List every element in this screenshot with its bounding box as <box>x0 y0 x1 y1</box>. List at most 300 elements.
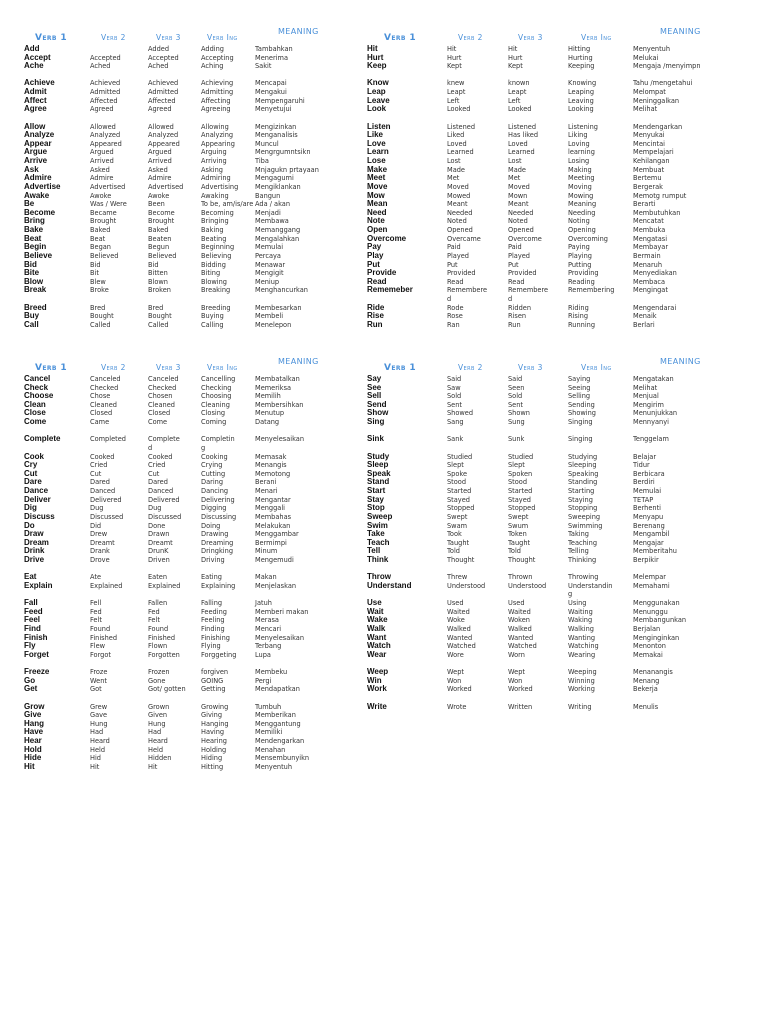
cell-verbing: Driving <box>201 556 225 565</box>
cell-verbing: To be, am/is/are <box>201 200 254 209</box>
cell-meaning: Berjalan <box>633 624 661 633</box>
cell-verbing: Breeding <box>201 303 231 312</box>
cell-meaning: Jatuh <box>255 599 272 608</box>
cell-verb3: Explained <box>148 581 181 590</box>
cell-verb1: Clean <box>24 399 46 409</box>
cell-verb2: Read <box>447 277 464 286</box>
cell-verb3: Studied <box>508 452 534 461</box>
cell-meaning: Belajar <box>633 452 657 461</box>
cell-verb1: Learn <box>367 147 389 157</box>
cell-verbing: Completin g <box>201 435 235 452</box>
cell-verb2: Needed <box>447 208 473 217</box>
cell-verb2: Appeared <box>90 139 122 148</box>
cell-verbing: Remembering <box>568 286 615 295</box>
cell-verb1: Complete <box>24 434 61 444</box>
cell-verb1: Cry <box>24 460 38 470</box>
cell-verb3: Fed <box>148 607 160 616</box>
cell-verb2: Beat <box>90 234 106 243</box>
cell-meaning: Menaruh <box>633 260 663 269</box>
cell-verb2: Wept <box>447 668 464 677</box>
header-verb1: Verb 1 <box>384 33 417 43</box>
cell-verb1: Provide <box>367 268 397 278</box>
cell-verb1: Open <box>367 225 388 235</box>
cell-verb3: Said <box>508 375 523 383</box>
cell-verb3: Appeared <box>148 139 180 148</box>
cell-verb1: Believe <box>24 250 53 260</box>
cell-verb2: Paid <box>447 243 461 252</box>
cell-verb1: Affect <box>24 95 47 105</box>
cell-verbing: Sleeping <box>568 461 597 470</box>
cell-meaning: Melukai <box>633 53 659 62</box>
cell-meaning: Menunjukkan <box>633 409 678 418</box>
cell-verb3: Dared <box>148 478 168 487</box>
cell-verb2: Accepted <box>90 53 121 62</box>
cell-verb2: Sang <box>447 418 464 427</box>
cell-verb2: Took <box>447 530 462 539</box>
cell-meaning: Menaik <box>633 312 657 321</box>
cell-verbing: Hanging <box>201 719 229 728</box>
cell-verbing: Bidding <box>201 260 226 269</box>
cell-verb3: Heard <box>148 737 168 746</box>
table-row <box>0 409 768 418</box>
table-row <box>0 599 768 608</box>
cell-verb2: Left <box>447 96 460 105</box>
cell-meaning: TETAP <box>633 495 654 504</box>
cell-verb1: Buy <box>24 311 40 321</box>
cell-verb2: Won <box>447 676 462 685</box>
cell-verbing: Cancelling <box>201 375 236 383</box>
cell-verb2: Awoke <box>90 191 112 200</box>
cell-meaning: Menyelesaikan <box>255 633 305 642</box>
cell-meaning: Memanggang <box>255 226 301 235</box>
cell-verb3: Hit <box>508 45 518 53</box>
cell-verb2: Sank <box>447 435 464 444</box>
cell-verb3: Put <box>508 260 519 269</box>
cell-verbing: Noting <box>568 217 590 226</box>
cell-meaning: Makan <box>255 573 277 582</box>
cell-verb2: Lost <box>447 157 461 166</box>
cell-verbing: Playing <box>568 251 592 260</box>
cell-verb1: Stay <box>367 494 384 504</box>
table-row <box>0 418 768 427</box>
cell-verb1: Cancel <box>24 374 51 383</box>
cell-verb2: Cooked <box>90 452 115 461</box>
cell-verb1: Feel <box>24 615 41 625</box>
cell-verb2: Stood <box>447 478 467 487</box>
cell-verb3: Done <box>148 521 166 530</box>
cell-verb1: Hide <box>24 753 42 763</box>
cell-verb2: Loved <box>447 139 467 148</box>
table-row <box>0 375 768 384</box>
cell-meaning: Memberitahu <box>633 547 677 556</box>
cell-meaning: Merasa <box>255 616 279 625</box>
cell-meaning: Memahami <box>633 581 670 590</box>
cell-meaning: Mengemudi <box>255 556 294 565</box>
cell-verb3: Lost <box>508 157 522 166</box>
cell-verb1: Look <box>367 104 387 114</box>
cell-verb2: Opened <box>447 226 473 235</box>
cell-meaning: Menjadi <box>255 208 281 217</box>
cell-verbing: Achieving <box>201 79 234 88</box>
cell-verb3: Frozen <box>148 668 170 677</box>
cell-verb1: Study <box>367 451 390 461</box>
cell-verb2: Dug <box>90 504 104 513</box>
cell-verb1: Rememeber <box>367 285 413 295</box>
header-verb1: Verb 1 <box>384 363 417 373</box>
cell-verb1: Weep <box>367 667 389 677</box>
cell-verbing: Forggeting <box>201 650 237 659</box>
cell-verb1: Eat <box>24 572 37 582</box>
cell-verb3: Worn <box>508 650 525 659</box>
cell-verb3: Dug <box>148 504 162 513</box>
cell-verb1: Speak <box>367 468 391 478</box>
cell-verbing: Cleaning <box>201 400 230 409</box>
cell-verb3: Won <box>508 676 523 685</box>
cell-meaning: Menanangis <box>633 668 673 677</box>
cell-meaning: Berani <box>255 478 277 487</box>
cell-verbing: Knowing <box>568 79 597 88</box>
cell-verb2: Drew <box>90 530 108 539</box>
cell-meaning: Mendengarkan <box>633 122 683 131</box>
cell-verb1: Swim <box>367 520 388 530</box>
cell-verb2: Checked <box>90 383 119 392</box>
cell-verb1: Leave <box>367 95 390 105</box>
cell-verb2: Played <box>447 251 469 260</box>
cell-verbing: Coming <box>201 418 227 427</box>
cell-meaning: Mendengarkan <box>255 737 305 746</box>
cell-verbing: Sending <box>568 400 595 409</box>
cell-verb3: Been <box>148 200 165 209</box>
cell-verb3: Danced <box>148 487 174 496</box>
cell-verbing: Doing <box>201 521 221 530</box>
cell-verb3: Come <box>148 418 168 427</box>
cell-verb3: Given <box>148 711 168 720</box>
cell-verb1: Tell <box>367 546 381 556</box>
cell-verbing: GOING <box>201 676 224 685</box>
cell-verbing: Speaking <box>568 469 599 478</box>
cell-verb1: Awake <box>24 190 50 200</box>
cell-meaning: Menghancurkan <box>255 286 308 295</box>
cell-meaning: Berbicara <box>633 469 665 478</box>
cell-meaning: Menyetujui <box>255 105 292 114</box>
cell-verb1: Throw <box>367 572 391 582</box>
cell-verb2: Saw <box>447 383 461 392</box>
cell-meaning: Menawar <box>255 260 286 269</box>
cell-verb1: Check <box>24 382 49 392</box>
cell-verb1: Get <box>24 684 38 694</box>
cell-verb3: Swept <box>508 512 529 521</box>
cell-meaning: Berdiri <box>633 478 655 487</box>
cell-verb2: Hid <box>90 754 101 763</box>
cell-verbing: Feeling <box>201 616 225 625</box>
cell-verb3: Moved <box>508 182 530 191</box>
cell-verb3: Sent <box>508 400 524 409</box>
cell-verbing: Needing <box>568 208 596 217</box>
cell-verb2: Allowed <box>90 122 116 131</box>
cell-verb3: Hung <box>148 719 166 728</box>
cell-verb1: Beat <box>24 233 42 243</box>
cell-verb2: Danced <box>90 487 116 496</box>
cell-verb3: Advertised <box>148 182 184 191</box>
cell-verbing: Holding <box>201 745 227 754</box>
cell-verb1: Rise <box>367 311 384 321</box>
cell-verb1: Use <box>367 598 382 608</box>
cell-meaning: Mengirim <box>633 400 664 409</box>
cell-verb3: Remembere d <box>508 286 549 303</box>
cell-verb2: Believed <box>90 251 119 260</box>
cell-verb2: Canceled <box>90 375 121 383</box>
cell-verb3: Beaten <box>148 234 172 243</box>
cell-verb3: Analyzed <box>148 131 179 140</box>
cell-verbing: Analyzing <box>201 131 234 140</box>
cell-verb2: Admitted <box>90 88 121 97</box>
cell-verb2: Explained <box>90 581 123 590</box>
cell-meaning: Membawa <box>255 217 289 226</box>
cell-verb3: Needed <box>508 208 534 217</box>
cell-verb3: Slept <box>508 461 525 470</box>
cell-verb1: Listen <box>367 121 391 131</box>
cell-verb1: Blow <box>24 276 44 286</box>
cell-meaning: Mencintai <box>633 139 666 148</box>
cell-verbing: Allowing <box>201 122 229 131</box>
cell-verb3: Bitten <box>148 269 168 278</box>
cell-verb3: Kept <box>508 62 523 71</box>
cell-verb1: Stop <box>367 503 385 513</box>
cell-verb1: Send <box>367 399 387 409</box>
cell-meaning: Menyentuh <box>633 45 671 53</box>
cell-verb1: Admire <box>24 173 52 183</box>
cell-verbing: Digging <box>201 504 227 513</box>
cell-verb1: Cook <box>24 451 44 461</box>
cell-verbing: Choosing <box>201 392 232 401</box>
cell-verb1: Mow <box>367 190 385 200</box>
cell-verb2: Ate <box>90 573 102 582</box>
cell-verb2: Sold <box>447 392 462 401</box>
cell-meaning: Mempelajari <box>633 148 674 157</box>
cell-verb3: Mown <box>508 191 528 200</box>
cell-meaning: Melempar <box>633 573 666 582</box>
cell-verbing: Explaining <box>201 581 236 590</box>
cell-verb2: Wore <box>447 650 464 659</box>
cell-meaning: Menyukai <box>633 131 665 140</box>
cell-meaning: Melakukan <box>255 521 291 530</box>
cell-verbing: Daring <box>201 478 224 487</box>
cell-meaning: Menggali <box>255 504 286 513</box>
cell-verbing: Leaving <box>568 96 594 105</box>
header-meaning: MEANING <box>278 357 319 366</box>
cell-verb1: Wear <box>367 649 387 659</box>
cell-verb2: Discussed <box>90 512 124 521</box>
cell-verb1: Choose <box>24 391 54 401</box>
cell-verb3: Made <box>508 165 526 174</box>
cell-verb3: Token <box>508 530 527 539</box>
cell-verb1: Have <box>24 727 44 737</box>
cell-verbing: Arguing <box>201 148 227 157</box>
cell-verbing: Riding <box>568 303 589 312</box>
cell-verb2: Heard <box>90 737 110 746</box>
cell-verb2: Hung <box>90 719 108 728</box>
cell-verb2: Wanted <box>447 633 473 642</box>
cell-verb3: Asked <box>148 165 168 174</box>
cell-verbing: Making <box>568 165 592 174</box>
cell-verb3: Risen <box>508 312 527 321</box>
table-row <box>0 384 768 393</box>
cell-verb1: Meet <box>367 173 386 183</box>
cell-meaning: Memotg rumput <box>633 191 687 200</box>
cell-verbing: Telling <box>568 547 589 556</box>
cell-verbing: Becoming <box>201 208 234 217</box>
cell-verbing: Admiring <box>201 174 231 183</box>
cell-meaning: Tenggelam <box>633 435 669 444</box>
cell-verb2: Worked <box>447 685 472 694</box>
cell-verb1: Admit <box>24 87 47 97</box>
cell-meaning: Mencatat <box>633 217 664 226</box>
cell-verbing: Keeping <box>568 62 595 71</box>
cell-verb2: Started <box>447 487 472 496</box>
cell-verbing: Studying <box>568 452 598 461</box>
cell-verb1: Ache <box>24 61 44 71</box>
header-verb3: Verb 3 <box>518 363 543 372</box>
cell-meaning: Membuka <box>633 226 666 235</box>
cell-verb1: Fly <box>24 641 36 651</box>
cell-verb3: Bought <box>148 312 172 321</box>
cell-verbing: Beating <box>201 234 227 243</box>
cell-verb1: Allow <box>24 121 46 131</box>
cell-verb2: Called <box>90 320 111 329</box>
cell-verb1: Know <box>367 78 389 88</box>
cell-meaning: Memiliki <box>255 728 283 737</box>
cell-meaning: Menahan <box>255 745 286 754</box>
cell-verbing: Moving <box>568 182 592 191</box>
cell-verbing: Opening <box>568 226 596 235</box>
cell-verb1: Win <box>367 675 382 685</box>
cell-meaning: Mengatakan <box>633 375 674 383</box>
cell-verb3: Driven <box>148 556 170 565</box>
cell-verb3: Listened <box>508 122 537 131</box>
header-verb2: Verb 2 <box>101 33 126 42</box>
cell-verb3: Broken <box>148 286 171 295</box>
header-verb3: Verb 3 <box>156 363 181 372</box>
cell-verb1: Find <box>24 623 41 633</box>
header-verbing: Verb Ing <box>207 363 238 372</box>
table-row <box>0 651 768 660</box>
cell-verb1: Begin <box>24 242 47 252</box>
table-row <box>0 62 768 71</box>
cell-verbing: Accepting <box>201 53 234 62</box>
cell-verb3: Admire <box>148 174 172 183</box>
cell-verb1: Discuss <box>24 511 55 521</box>
cell-verb2: Got <box>90 685 102 694</box>
cell-meaning: Berpikir <box>633 556 659 565</box>
cell-verb2: Froze <box>90 668 108 677</box>
cell-verb2: Fed <box>90 607 102 616</box>
cell-meaning: Membatalkan <box>255 375 300 383</box>
cell-verb2: Used <box>447 599 464 608</box>
cell-verb2: Remembere d <box>447 286 488 303</box>
cell-verb2: Finished <box>90 633 118 642</box>
cell-verb2: Understood <box>447 581 486 590</box>
cell-verb3: Seen <box>508 383 525 392</box>
cell-verbing: Getting <box>201 685 226 694</box>
cell-verb1: Deliver <box>24 494 51 504</box>
cell-meaning: Membangunkan <box>633 616 687 625</box>
cell-verbing: Dringking <box>201 547 233 556</box>
cell-meaning: Memilih <box>255 392 281 401</box>
cell-verb2: Held <box>90 745 106 754</box>
cell-verb2: Was / Were <box>90 200 127 209</box>
table-row <box>0 321 768 330</box>
cell-verbing: Closing <box>201 409 226 418</box>
cell-verb2: Swam <box>447 521 468 530</box>
cell-meaning: Berenang <box>633 521 665 530</box>
cell-meaning: Minum <box>255 547 278 556</box>
cell-verb3: Found <box>148 624 169 633</box>
cell-verbing: Listening <box>568 122 598 131</box>
cell-verb2: Spoke <box>447 469 468 478</box>
cell-verb1: Dream <box>24 537 49 547</box>
header-verb3: Verb 3 <box>518 33 543 42</box>
cell-meaning: Membeku <box>255 668 288 677</box>
cell-verb1: Wake <box>367 615 388 625</box>
cell-verbing: Bringing <box>201 217 229 226</box>
cell-verb2: Said <box>447 375 462 383</box>
cell-meaning: Tumbuh <box>255 702 282 711</box>
cell-verb1: Agree <box>24 104 47 114</box>
cell-verb1: Hear <box>24 736 42 746</box>
cell-meaning: Bertemu <box>633 174 662 183</box>
header-verb2: Verb 2 <box>458 363 483 372</box>
cell-verb2: Drank <box>90 547 110 556</box>
cell-verbing: Waiting <box>568 607 593 616</box>
cell-verb1: Like <box>367 130 384 140</box>
cell-verbing: Believing <box>201 251 232 260</box>
cell-verb3: Begun <box>148 243 170 252</box>
table-row <box>0 580 768 599</box>
cell-verb1: Hit <box>367 44 378 53</box>
cell-verb1: Achieve <box>24 78 55 88</box>
cell-meaning: Menulis <box>633 702 659 711</box>
cell-verb3: Canceled <box>148 375 179 383</box>
table-row <box>0 754 768 763</box>
cell-verbing: Sweeping <box>568 512 601 521</box>
cell-verbing: Finding <box>201 624 225 633</box>
cell-verb3: Awoke <box>148 191 170 200</box>
cell-verb2: Stayed <box>447 495 470 504</box>
cell-meaning: Tambahkan <box>255 45 293 53</box>
cell-verb1: Hold <box>24 744 42 754</box>
cell-meaning: Menangis <box>255 461 287 470</box>
cell-verb3: Met <box>508 174 521 183</box>
header-verbing: Verb Ing <box>581 363 612 372</box>
cell-verbing: Crying <box>201 461 223 470</box>
cell-verb3: Argued <box>148 148 172 157</box>
cell-verb1: Sell <box>367 391 382 401</box>
cell-verb2: Analyzed <box>90 131 121 140</box>
cell-verb1: Love <box>367 138 386 148</box>
cell-verb2: Ran <box>447 320 460 329</box>
cell-verb1: Come <box>24 417 47 427</box>
cell-meaning: Menggantung <box>255 719 301 728</box>
cell-meaning: Menutup <box>255 409 285 418</box>
cell-verb2: Overcame <box>447 234 481 243</box>
cell-verb3: Ached <box>148 62 169 71</box>
cell-meaning: Memulai <box>633 487 662 496</box>
cell-verb3: Thought <box>508 556 536 565</box>
cell-verb2: Blew <box>90 277 106 286</box>
cell-verbing: Showing <box>568 409 596 418</box>
cell-verb1: Read <box>367 276 387 286</box>
cell-verb3: Admitted <box>148 88 179 97</box>
